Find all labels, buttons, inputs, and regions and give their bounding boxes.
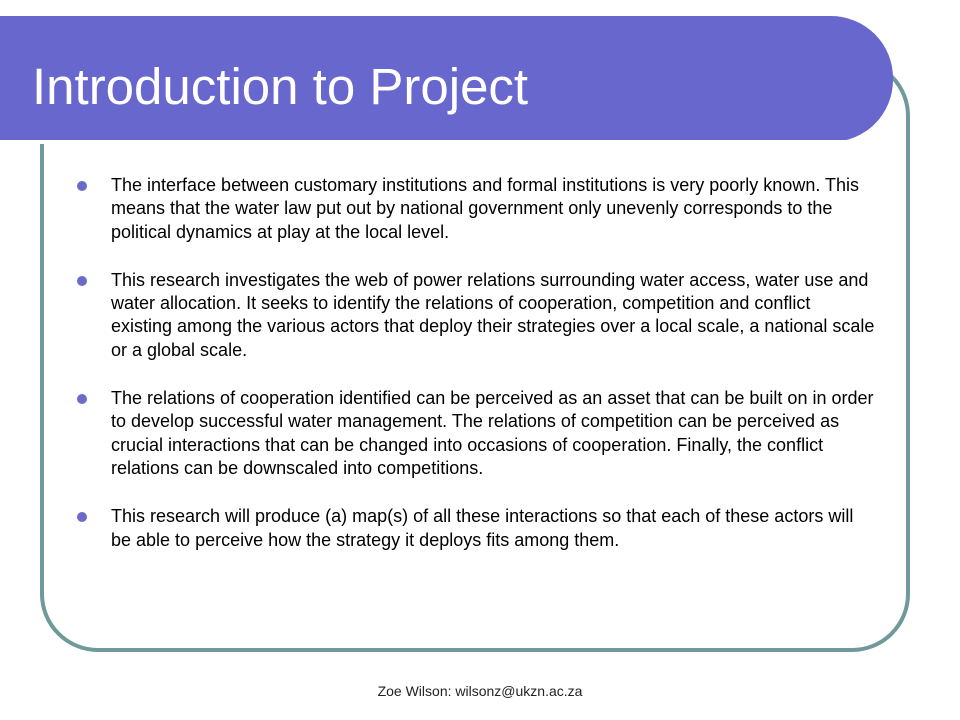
bullet-text: This research will produce (a) map(s) of all these interactions so that each of these actors will be able to perceive how the strategy it deploys fits among them.	[111, 506, 854, 550]
bullet-item	[75, 174, 875, 244]
bullet-list	[75, 174, 875, 577]
title-bar	[0, 16, 893, 142]
bullet-text: This research investigates the web of power relations surrounding water access, water use and water allocation. It seeks to identify the relations of cooperation, competition and conflict existing among the various actors that deploy their strategies over a local scale, a national scale or a global scale.	[111, 269, 875, 360]
bullet-dot-icon	[77, 276, 87, 286]
slide-footer: Zoe Wilson: wilsonz@ukzn.ac.za	[377, 683, 583, 699]
slide-title: Introduction to Project	[32, 58, 529, 115]
bullet-dot-icon	[77, 181, 87, 191]
bullet-item	[75, 387, 875, 480]
bullet-item	[75, 505, 875, 552]
bullet-dot-icon	[77, 394, 87, 404]
bullet-dot-icon	[77, 512, 87, 522]
bullet-text: The relations of cooperation identified can be perceived as an asset that can be built on in order to develop successful water management. The relations of competition can be perceived as crucial interactions that can be changed into occasions of cooperation. Finally, the conflict relations can be downscaled into competitions.	[111, 388, 874, 478]
title-underline	[0, 140, 848, 144]
bullet-text: The interface between customary institutions and formal institutions is very poorly known. This means that the water law put out by national government only unevenly corresponds to the political dynamics at play at the local level.	[111, 175, 860, 242]
bullet-item	[75, 269, 875, 362]
